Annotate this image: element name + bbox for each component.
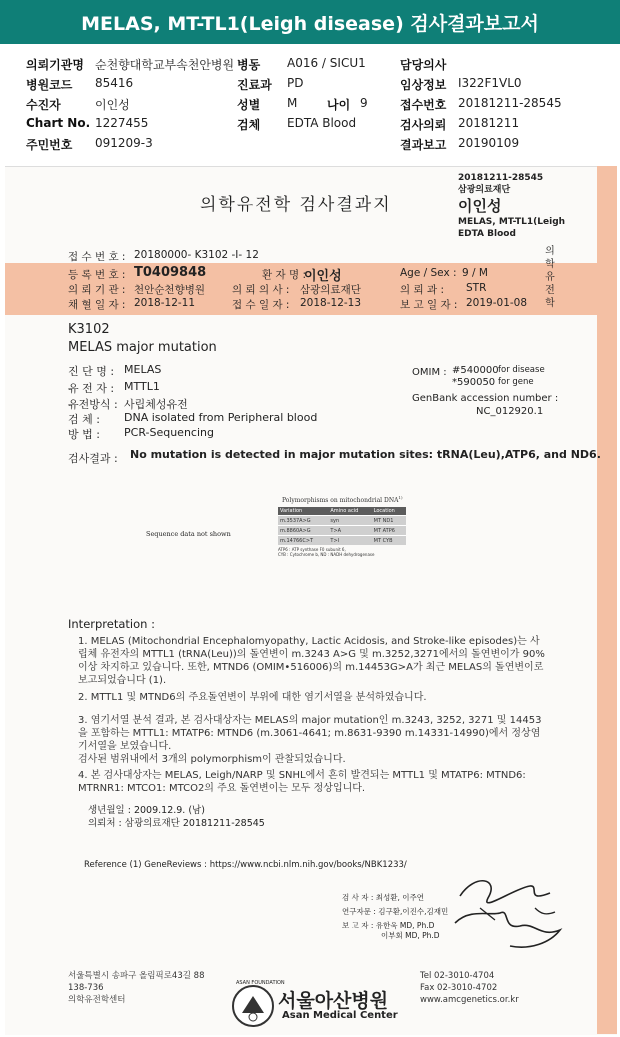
info-row bbox=[0, 116, 620, 135]
poly-cell: T>A bbox=[328, 526, 371, 536]
poly-title: Polymorphisms on mitochondrial DNA bbox=[282, 497, 399, 504]
info-label: 임상정보 bbox=[400, 78, 447, 92]
specimen-stamp bbox=[458, 172, 565, 240]
poly-cell: MT CYB bbox=[372, 536, 406, 546]
report-title: MELAS, MT-TL1(Leigh disease) 검사결과보고서 bbox=[81, 12, 539, 35]
stamp-line: 20181211-28545 bbox=[458, 173, 544, 183]
report-header bbox=[0, 0, 620, 44]
info-label: 나이 bbox=[327, 98, 351, 112]
report-side-band bbox=[597, 166, 617, 1034]
gene-label: 유 전 자 : bbox=[68, 382, 115, 395]
field-label: 접 수 번 호 : bbox=[68, 251, 126, 263]
info-label: Chart No. bbox=[26, 116, 91, 130]
stamp-line: EDTA Blood bbox=[458, 229, 516, 239]
info-label: 주민번호 bbox=[26, 138, 73, 152]
info-value: I322F1VL0 bbox=[458, 76, 522, 90]
field-label: 채 혈 일 자 : bbox=[68, 299, 126, 311]
field-label: Age / Sex : bbox=[400, 267, 457, 279]
logo-lettering: ASAN FOUNDATION bbox=[236, 980, 285, 986]
result-label: 검사결과 : bbox=[68, 452, 118, 465]
genbank-label: GenBank accession number : bbox=[412, 393, 559, 404]
field-value: 삼광의료재단 bbox=[300, 284, 361, 296]
vertical-char: 전 bbox=[545, 285, 555, 296]
info-label: 수진자 bbox=[26, 98, 61, 112]
info-value: 20181211 bbox=[458, 116, 520, 130]
field-label: 의 뢰 과 : bbox=[400, 284, 444, 296]
info-value: 85416 bbox=[95, 76, 134, 90]
vertical-char: 학 bbox=[545, 298, 555, 309]
reference: Reference (1) GeneReviews : https://www.ncbi.nlm.nih.gov/books/NBK1233/ bbox=[84, 860, 407, 870]
field-label: 등 록 번 호 : bbox=[68, 269, 126, 281]
poly-cell: m.14766C>T bbox=[278, 536, 328, 546]
hospital-name-en: Asan Medical Center bbox=[282, 1010, 398, 1021]
poly-header: Location bbox=[372, 507, 406, 516]
signatory: 연구자문 : 김구환,이진수,김재민 bbox=[342, 907, 449, 916]
omim-note: for gene bbox=[498, 377, 534, 387]
poly-footnote-mark: 1) bbox=[398, 495, 403, 500]
diag-label: 진 단 명 : bbox=[68, 365, 115, 378]
poly-cell: T>I bbox=[328, 536, 371, 546]
gene-value: MTTL1 bbox=[124, 380, 160, 393]
result-value: No mutation is detected in major mutation sites: tRNA(Leu),ATP6, and ND6. bbox=[130, 448, 601, 461]
method-label: 방 법 : bbox=[68, 428, 100, 441]
poly-header: Amino acid bbox=[328, 507, 371, 516]
genbank-value: NC_012920.1 bbox=[476, 406, 544, 417]
info-label: 병동 bbox=[237, 58, 261, 72]
interp-item: 2. MTTL1 및 MTND6의 주요돌연변이 부위에 대한 염기서열을 분석하였습니다. bbox=[78, 692, 427, 703]
vertical-char: 의 bbox=[545, 246, 555, 257]
hospital-name-kr: 서울아산병원 bbox=[278, 990, 389, 1012]
info-label: 접수번호 bbox=[400, 98, 447, 112]
field-value: 2018-12-13 bbox=[300, 297, 362, 309]
field-value: 2018-12-11 bbox=[134, 297, 196, 309]
poly-cell: m.8860A>G bbox=[278, 526, 328, 536]
info-value: 20181211-28545 bbox=[458, 96, 562, 110]
info-row bbox=[0, 136, 620, 155]
requester: 의뢰처 : 삼광의료재단 20181211-28545 bbox=[88, 818, 265, 829]
field-value: 9 / M bbox=[462, 267, 488, 279]
address-line: 138-736 bbox=[68, 983, 104, 993]
omim-gene: *590050 bbox=[452, 377, 496, 388]
info-value: 091209-3 bbox=[95, 136, 153, 150]
info-value: 이인성 bbox=[95, 98, 130, 112]
info-value: 20190109 bbox=[458, 136, 520, 150]
inherit-value: 사립체성유전 bbox=[124, 398, 188, 411]
info-label: 담당의사 bbox=[400, 58, 447, 72]
test-name: MELAS major mutation bbox=[68, 340, 217, 355]
info-value: 1227455 bbox=[95, 116, 149, 130]
info-label: 결과보고 bbox=[400, 138, 447, 152]
field-label: 보 고 일 자 : bbox=[400, 299, 458, 311]
info-row bbox=[0, 96, 620, 115]
field-value: T0409848 bbox=[134, 265, 207, 280]
stamp-line: 삼광의료재단 bbox=[458, 185, 511, 195]
patient-info bbox=[0, 48, 620, 156]
address-line: 서울특별시 송파구 올림픽로43길 88 bbox=[68, 971, 205, 981]
stamp-name: 이인성 bbox=[458, 197, 502, 215]
specimen-label: 검 체 : bbox=[68, 413, 100, 426]
poly-cell: MT ATP6 bbox=[372, 526, 406, 536]
field-value: 2019-01-08 bbox=[466, 297, 528, 309]
omim-disease: #540000 bbox=[452, 365, 499, 376]
inherit-label: 유전방식 : bbox=[68, 398, 118, 411]
contact-fax: Fax 02-3010-4702 bbox=[420, 983, 498, 993]
hospital-logo-icon bbox=[232, 985, 274, 1027]
info-value: 순천향대학교부속천안병원 bbox=[95, 58, 235, 72]
vertical-char: 유 bbox=[545, 272, 555, 283]
signatory: 보 고 자 : 유한욱 MD, Ph.D bbox=[342, 921, 435, 930]
poly-note: ATP6 : ATP synthase F0 subunit 6, bbox=[278, 547, 346, 552]
birth-date: 생년월일 : 2009.12.9. (남) bbox=[88, 805, 205, 816]
vertical-char: 학 bbox=[545, 259, 555, 270]
interpretation-title: Interpretation : bbox=[68, 617, 155, 631]
field-label: 환 자 명 : bbox=[262, 269, 306, 281]
poly-note: CYB : Cytochrome b, ND : NADH dehydrogenase bbox=[278, 552, 375, 557]
signature bbox=[440, 868, 570, 953]
specimen-value: DNA isolated from Peripheral blood bbox=[124, 411, 318, 424]
info-value: 9 bbox=[360, 96, 368, 110]
field-value: STR bbox=[466, 282, 487, 294]
info-label: 진료과 bbox=[237, 78, 272, 92]
interp-item: 3. 염기서열 분석 결과, 본 검사대상자는 MELAS의 major mutation인 m.3243, 3252, 3271 및 14453을 포함하는 MTTL1: MTATP6: MTND6 (m.3061-4641; m.8631-9390 m.14331-14990)에서 정상염기서열을 보였습니다. 검사된 범위내에서 3개의 polymorphism이 관찰되었습니다. bbox=[78, 715, 542, 765]
contact-web: www.amcgenetics.or.kr bbox=[420, 995, 519, 1005]
field-label: 의 뢰 의 사 : bbox=[232, 284, 290, 296]
field-value: 천안순천향병원 bbox=[134, 284, 206, 296]
info-label: 병원코드 bbox=[26, 78, 73, 92]
stamp-line: MELAS, MT-TL1(Leigh bbox=[458, 217, 566, 227]
info-label: 검사의뢰 bbox=[400, 118, 447, 132]
info-label: 성별 bbox=[237, 98, 261, 112]
poly-cell: syn bbox=[328, 516, 371, 526]
poly-cell: m.3537A>G bbox=[278, 516, 328, 526]
diag-value: MELAS bbox=[124, 363, 162, 376]
info-value: PD bbox=[287, 76, 304, 90]
info-row bbox=[0, 76, 620, 95]
table-row bbox=[278, 526, 406, 536]
sequence-note: Sequence data not shown bbox=[146, 530, 231, 538]
report-doc-title: 의학유전학 검사결과지 bbox=[200, 195, 392, 215]
footer-contact bbox=[420, 970, 519, 1006]
info-row bbox=[0, 56, 620, 75]
poly-cell: MT ND1 bbox=[372, 516, 406, 526]
interp-item: 4. 본 검사대상자는 MELAS, Leigh/NARP 및 SNHL에서 흔히 발견되는 MTTL1 및 MTATP6: MTND6: MTRNR1: MTCO1: MTCO2의 주요 돌연변이는 모두 정상입니다. bbox=[78, 770, 526, 794]
test-code: K3102 bbox=[68, 322, 110, 337]
polymorphism-table bbox=[278, 495, 406, 557]
method-value: PCR-Sequencing bbox=[124, 426, 214, 439]
table-row bbox=[278, 516, 406, 526]
info-value: M bbox=[287, 96, 298, 110]
field-value: 20180000- K3102 -I- 12 bbox=[134, 249, 259, 261]
field-label: 의 뢰 기 관 : bbox=[68, 284, 126, 296]
address-line: 의학유전학센터 bbox=[68, 995, 126, 1005]
signatory: 이부회 MD, Ph.D bbox=[381, 931, 440, 940]
omim-label: OMIM : bbox=[412, 367, 447, 378]
table-row bbox=[278, 536, 406, 546]
interp-item: 1. MELAS (Mitochondrial Encephalomyopathy, Lactic Acidosis, and Stroke-like episodes)는 사립체 유전자의 MTTL1 (tRNA(Leu))의 돌연변이 m.3243 A>G 및 m.3252,3271에서의 돌연변이가 90%이상 차지하고 있습니다. 또한, MTND6 (OMIM•516006)의 m.14453G>A가 최근 MELAS의 돌연변이로 보고되었습니다 (1). bbox=[78, 636, 545, 686]
vertical-label bbox=[543, 245, 557, 310]
omim-note: for disease bbox=[498, 365, 545, 375]
field-value: 이인성 bbox=[304, 269, 342, 284]
info-value: A016 / SICU1 bbox=[287, 56, 366, 70]
info-value: EDTA Blood bbox=[287, 116, 357, 130]
info-label: 검체 bbox=[237, 118, 261, 132]
poly-header: Variation bbox=[278, 507, 328, 516]
signatory: 검 사 자 : 최성환, 이주연 bbox=[342, 893, 425, 902]
contact-tel: Tel 02-3010-4704 bbox=[420, 971, 495, 981]
field-label: 접 수 일 자 : bbox=[232, 299, 290, 311]
footer-address bbox=[68, 970, 204, 1006]
info-label: 의뢰기관명 bbox=[26, 58, 84, 72]
